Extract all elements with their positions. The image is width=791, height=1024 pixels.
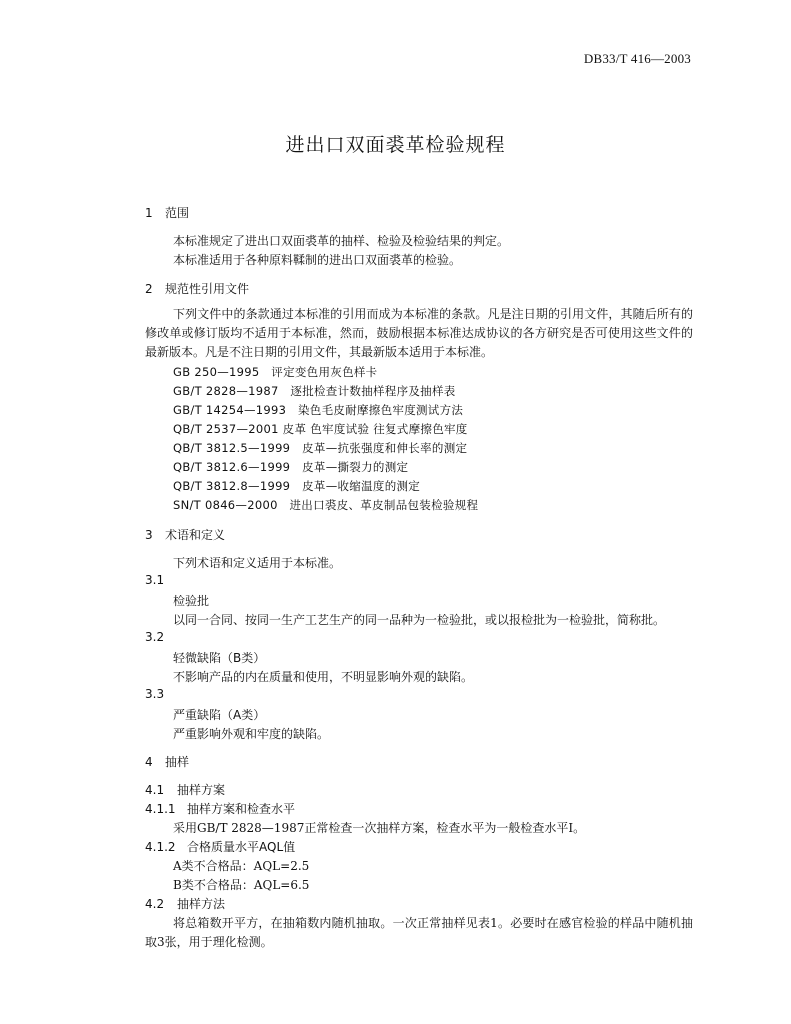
subsection-4-1-1-text: 采用GB/T 2828—1987正常检查一次抽样方案，检查水平为一般检查水平Ⅰ。 [173, 821, 586, 835]
term-number: 3.1 [145, 573, 165, 587]
section-number: 3 [145, 528, 153, 542]
aql-class-a: A类不合格品：AQL=2.5 [173, 859, 310, 873]
reference-item: QB/T 3812.8—1999 皮革—收缩温度的测定 [173, 479, 421, 493]
subsection-title: 抽样方法 [177, 897, 226, 911]
reference-item: QB/T 3812.6—1999 皮革—撕裂力的测定 [173, 460, 409, 474]
subsection-4-1-2-heading [145, 838, 295, 855]
reference-item: QB/T 3812.5—1999 皮革—抗张强度和伸长率的测定 [173, 441, 468, 455]
reference-item: GB 250—1995 评定变色用灰色样卡 [173, 365, 378, 379]
section-title: 术语和定义 [165, 528, 226, 542]
section-title: 抽样 [165, 755, 190, 769]
subsection-4-1-1-heading [145, 800, 295, 817]
reference-item: GB/T 14254—1993 染色毛皮耐摩擦色牢度测试方法 [173, 403, 464, 417]
section-number: 4 [145, 755, 153, 769]
reference-item: QB/T 2537—2001 皮革 色牢度试验 往复式摩擦色牢度 [173, 422, 468, 436]
term-number: 3.3 [145, 687, 165, 701]
section-title: 规范性引用文件 [165, 282, 250, 296]
section-number: 2 [145, 282, 153, 296]
subsection-4-2-text: 将总箱数开平方，在抽箱数内随机抽取。一次正常抽样见表1。必要时在感官检验的样品中随机抽取3张，用于理化检测。 [145, 916, 693, 949]
section-1-heading [145, 204, 189, 221]
subsection-title: 抽样方案 [177, 783, 226, 797]
section-3-intro: 下列术语和定义适用于本标准。 [173, 556, 342, 570]
subsection-number: 4.2 [145, 897, 165, 911]
term-definition: 不影响产品的内在质量和使用，不明显影响外观的缺陷。 [173, 670, 474, 684]
reference-item: GB/T 2828—1987 逐批检查计数抽样程序及抽样表 [173, 384, 456, 398]
aql-class-b: B类不合格品：AQL=6.5 [173, 878, 310, 892]
section-3-heading [145, 526, 225, 543]
section-1-para-2: 本标准适用于各种原料鞣制的进出口双面裘革的检验。 [173, 253, 462, 267]
section-title: 范围 [165, 206, 190, 220]
term-definition: 以同一合同、按同一生产工艺生产的同一品种为一检验批，或以报检批为一检验批，简称批。 [173, 613, 666, 627]
term-number: 3.2 [145, 630, 165, 644]
term-definition: 严重影响外观和牢度的缺陷。 [173, 727, 330, 741]
term-name: 严重缺陷（A类） [173, 708, 266, 722]
subsection-number: 4.1 [145, 783, 165, 797]
section-4-heading [145, 753, 189, 770]
subsection-4-2-heading [145, 895, 225, 912]
document-title: 进出口双面裘革检验规程 [285, 134, 506, 156]
section-number: 1 [145, 206, 153, 220]
section-2-paragraph: 下列文件中的条款通过本标准的引用而成为本标准的条款。凡是注日期的引用文件，其随后所有的修改单或修订版均不适用于本标准，然而，鼓励根据本标准达成协议的各方研究是否可使用这些文件的最新版本。凡是不注日期的引用文件，其最新版本适用于本标准。 [145, 307, 693, 359]
term-name: 轻微缺陷（B类） [173, 651, 266, 665]
section-2-heading [145, 280, 249, 297]
reference-item: SN/T 0846—2000 进出口裘皮、革皮制品包装检验规程 [173, 498, 479, 512]
section-1-para-1: 本标准规定了进出口双面裘革的抽样、检验及检验结果的判定。 [173, 234, 510, 248]
document-code: DB33/T 416—2003 [583, 51, 691, 66]
subsection-title: 抽样方案和检查水平 [187, 802, 296, 816]
subsection-title: 合格质量水平AQL值 [187, 840, 296, 854]
term-name: 检验批 [173, 594, 210, 608]
subsection-4-1-heading [145, 781, 225, 798]
subsection-number: 4.1.1 [145, 802, 176, 816]
subsection-number: 4.1.2 [145, 840, 176, 854]
